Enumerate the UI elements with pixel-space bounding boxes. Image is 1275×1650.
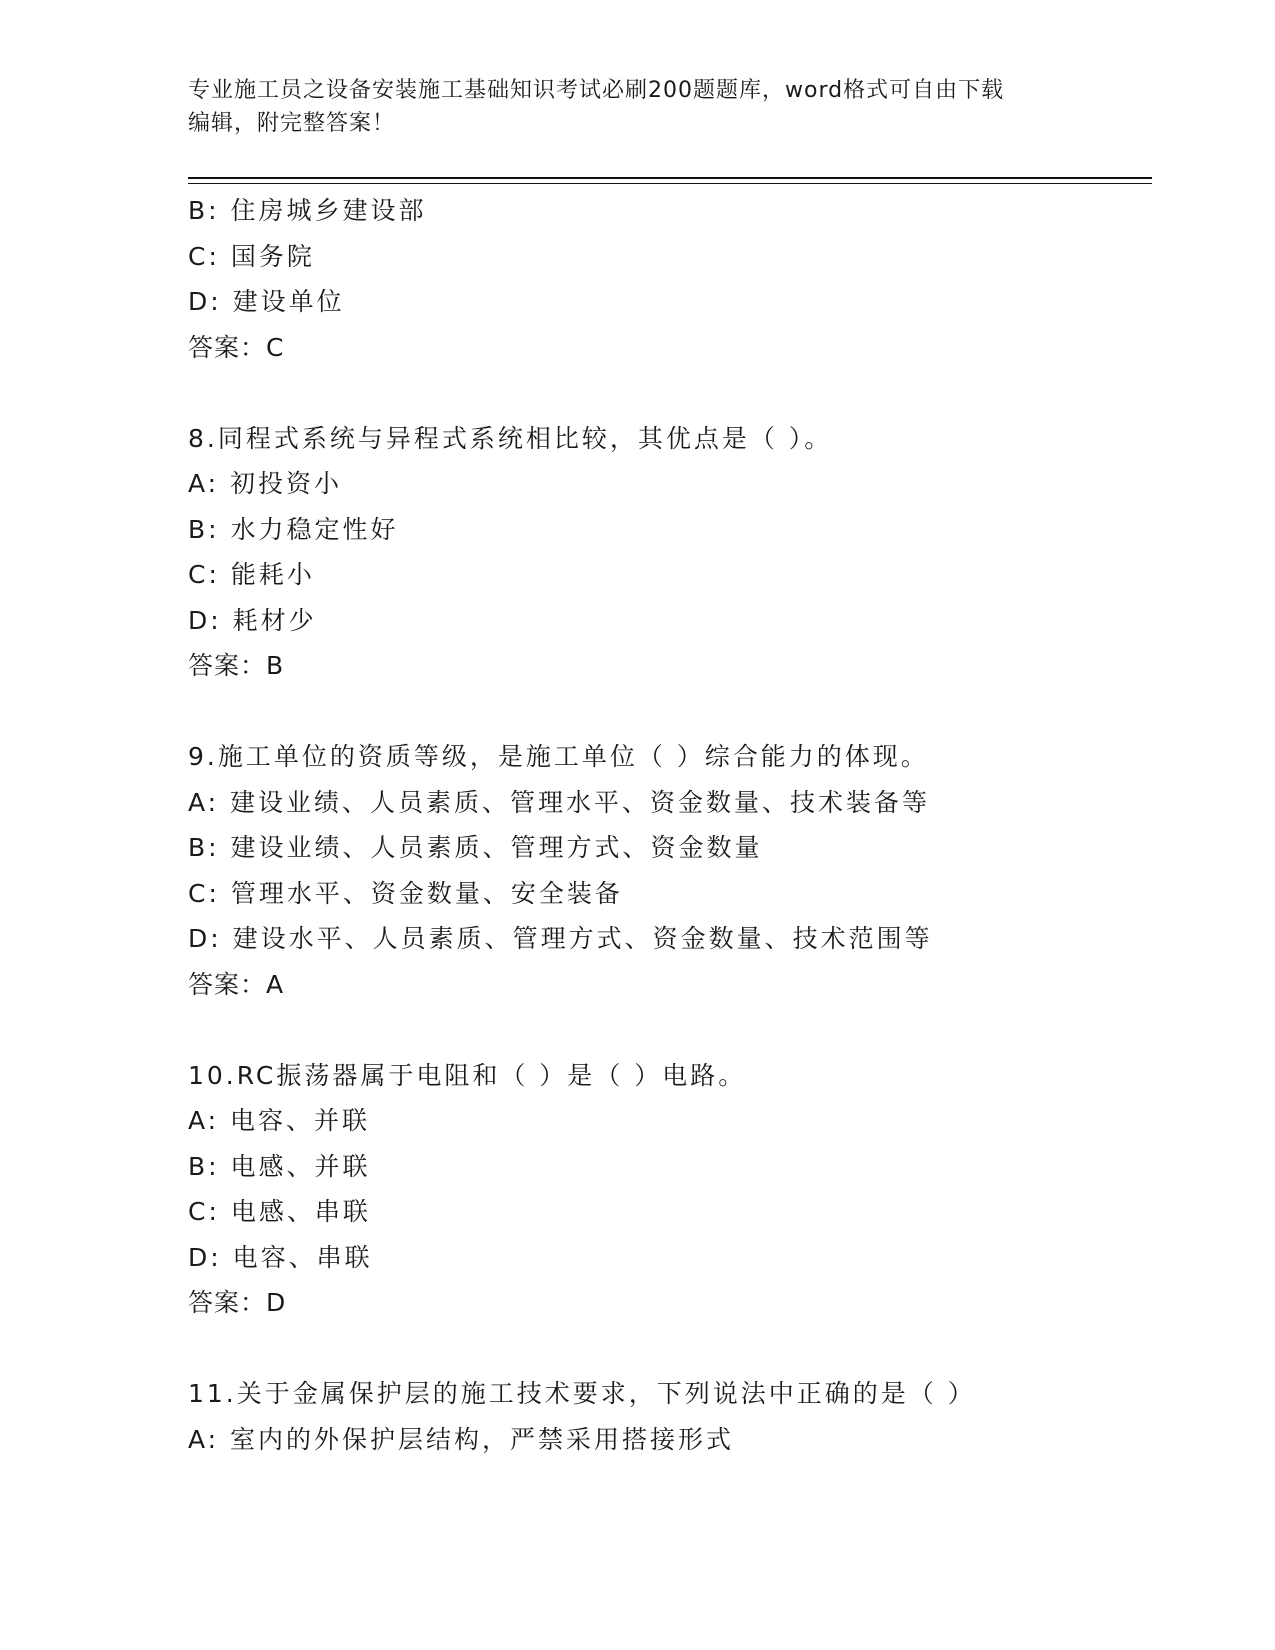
option-line: A: 电容、并联 bbox=[188, 1106, 371, 1135]
header-line-1: 专业施工员之设备安装施工基础知识考试必刷200题题库，word格式可自由下载 bbox=[188, 78, 1005, 103]
header-divider-thin bbox=[188, 183, 1152, 184]
question-stem: 10.RC振荡器属于电阻和（ ）是（ ）电路。 bbox=[188, 1060, 747, 1090]
page-header bbox=[188, 74, 1088, 140]
option-line: C: 管理水平、资金数量、安全装备 bbox=[188, 878, 623, 908]
question-stem: 11.关于金属保护层的施工技术要求，下列说法中正确的是（ ） bbox=[188, 1379, 976, 1408]
option-line: B: 住房城乡建设部 bbox=[188, 196, 427, 225]
option-line: D: 建设单位 bbox=[188, 287, 345, 316]
question-stem: 8.同程式系统与异程式系统相比较，其优点是（ ）。 bbox=[188, 423, 833, 453]
answer-line: 答案：B bbox=[188, 651, 285, 680]
option-line: A: 室内的外保护层结构，严禁采用搭接形式 bbox=[188, 1424, 735, 1454]
question-list bbox=[188, 188, 1148, 1462]
spacer bbox=[188, 370, 1148, 416]
answer-line: 答案：C bbox=[188, 332, 285, 362]
option-line: B: 建设业绩、人员素质、管理方式、资金数量 bbox=[188, 833, 763, 862]
header-divider-thick bbox=[188, 177, 1152, 179]
spacer bbox=[188, 1007, 1148, 1053]
option-line: A: 初投资小 bbox=[188, 469, 343, 498]
spacer bbox=[188, 689, 1148, 735]
answer-line: 答案：D bbox=[188, 1288, 287, 1317]
header-line-2: 编辑，附完整答案！ bbox=[188, 111, 396, 136]
option-line: D: 建设水平、人员素质、管理方式、资金数量、技术范围等 bbox=[188, 924, 933, 953]
option-line: C: 国务院 bbox=[188, 241, 315, 271]
option-line: B: 水力稳定性好 bbox=[188, 514, 399, 544]
answer-line: 答案：A bbox=[188, 969, 285, 999]
option-line: C: 能耗小 bbox=[188, 560, 315, 589]
option-line: D: 电容、串联 bbox=[188, 1242, 373, 1272]
option-line: C: 电感、串联 bbox=[188, 1197, 371, 1226]
option-line: B: 电感、并联 bbox=[188, 1151, 371, 1181]
spacer bbox=[188, 1326, 1148, 1372]
option-line: D: 耗材少 bbox=[188, 605, 317, 635]
option-line: A: 建设业绩、人员素质、管理水平、资金数量、技术装备等 bbox=[188, 787, 931, 817]
question-stem: 9.施工单位的资质等级，是施工单位（ ）综合能力的体现。 bbox=[188, 742, 929, 771]
